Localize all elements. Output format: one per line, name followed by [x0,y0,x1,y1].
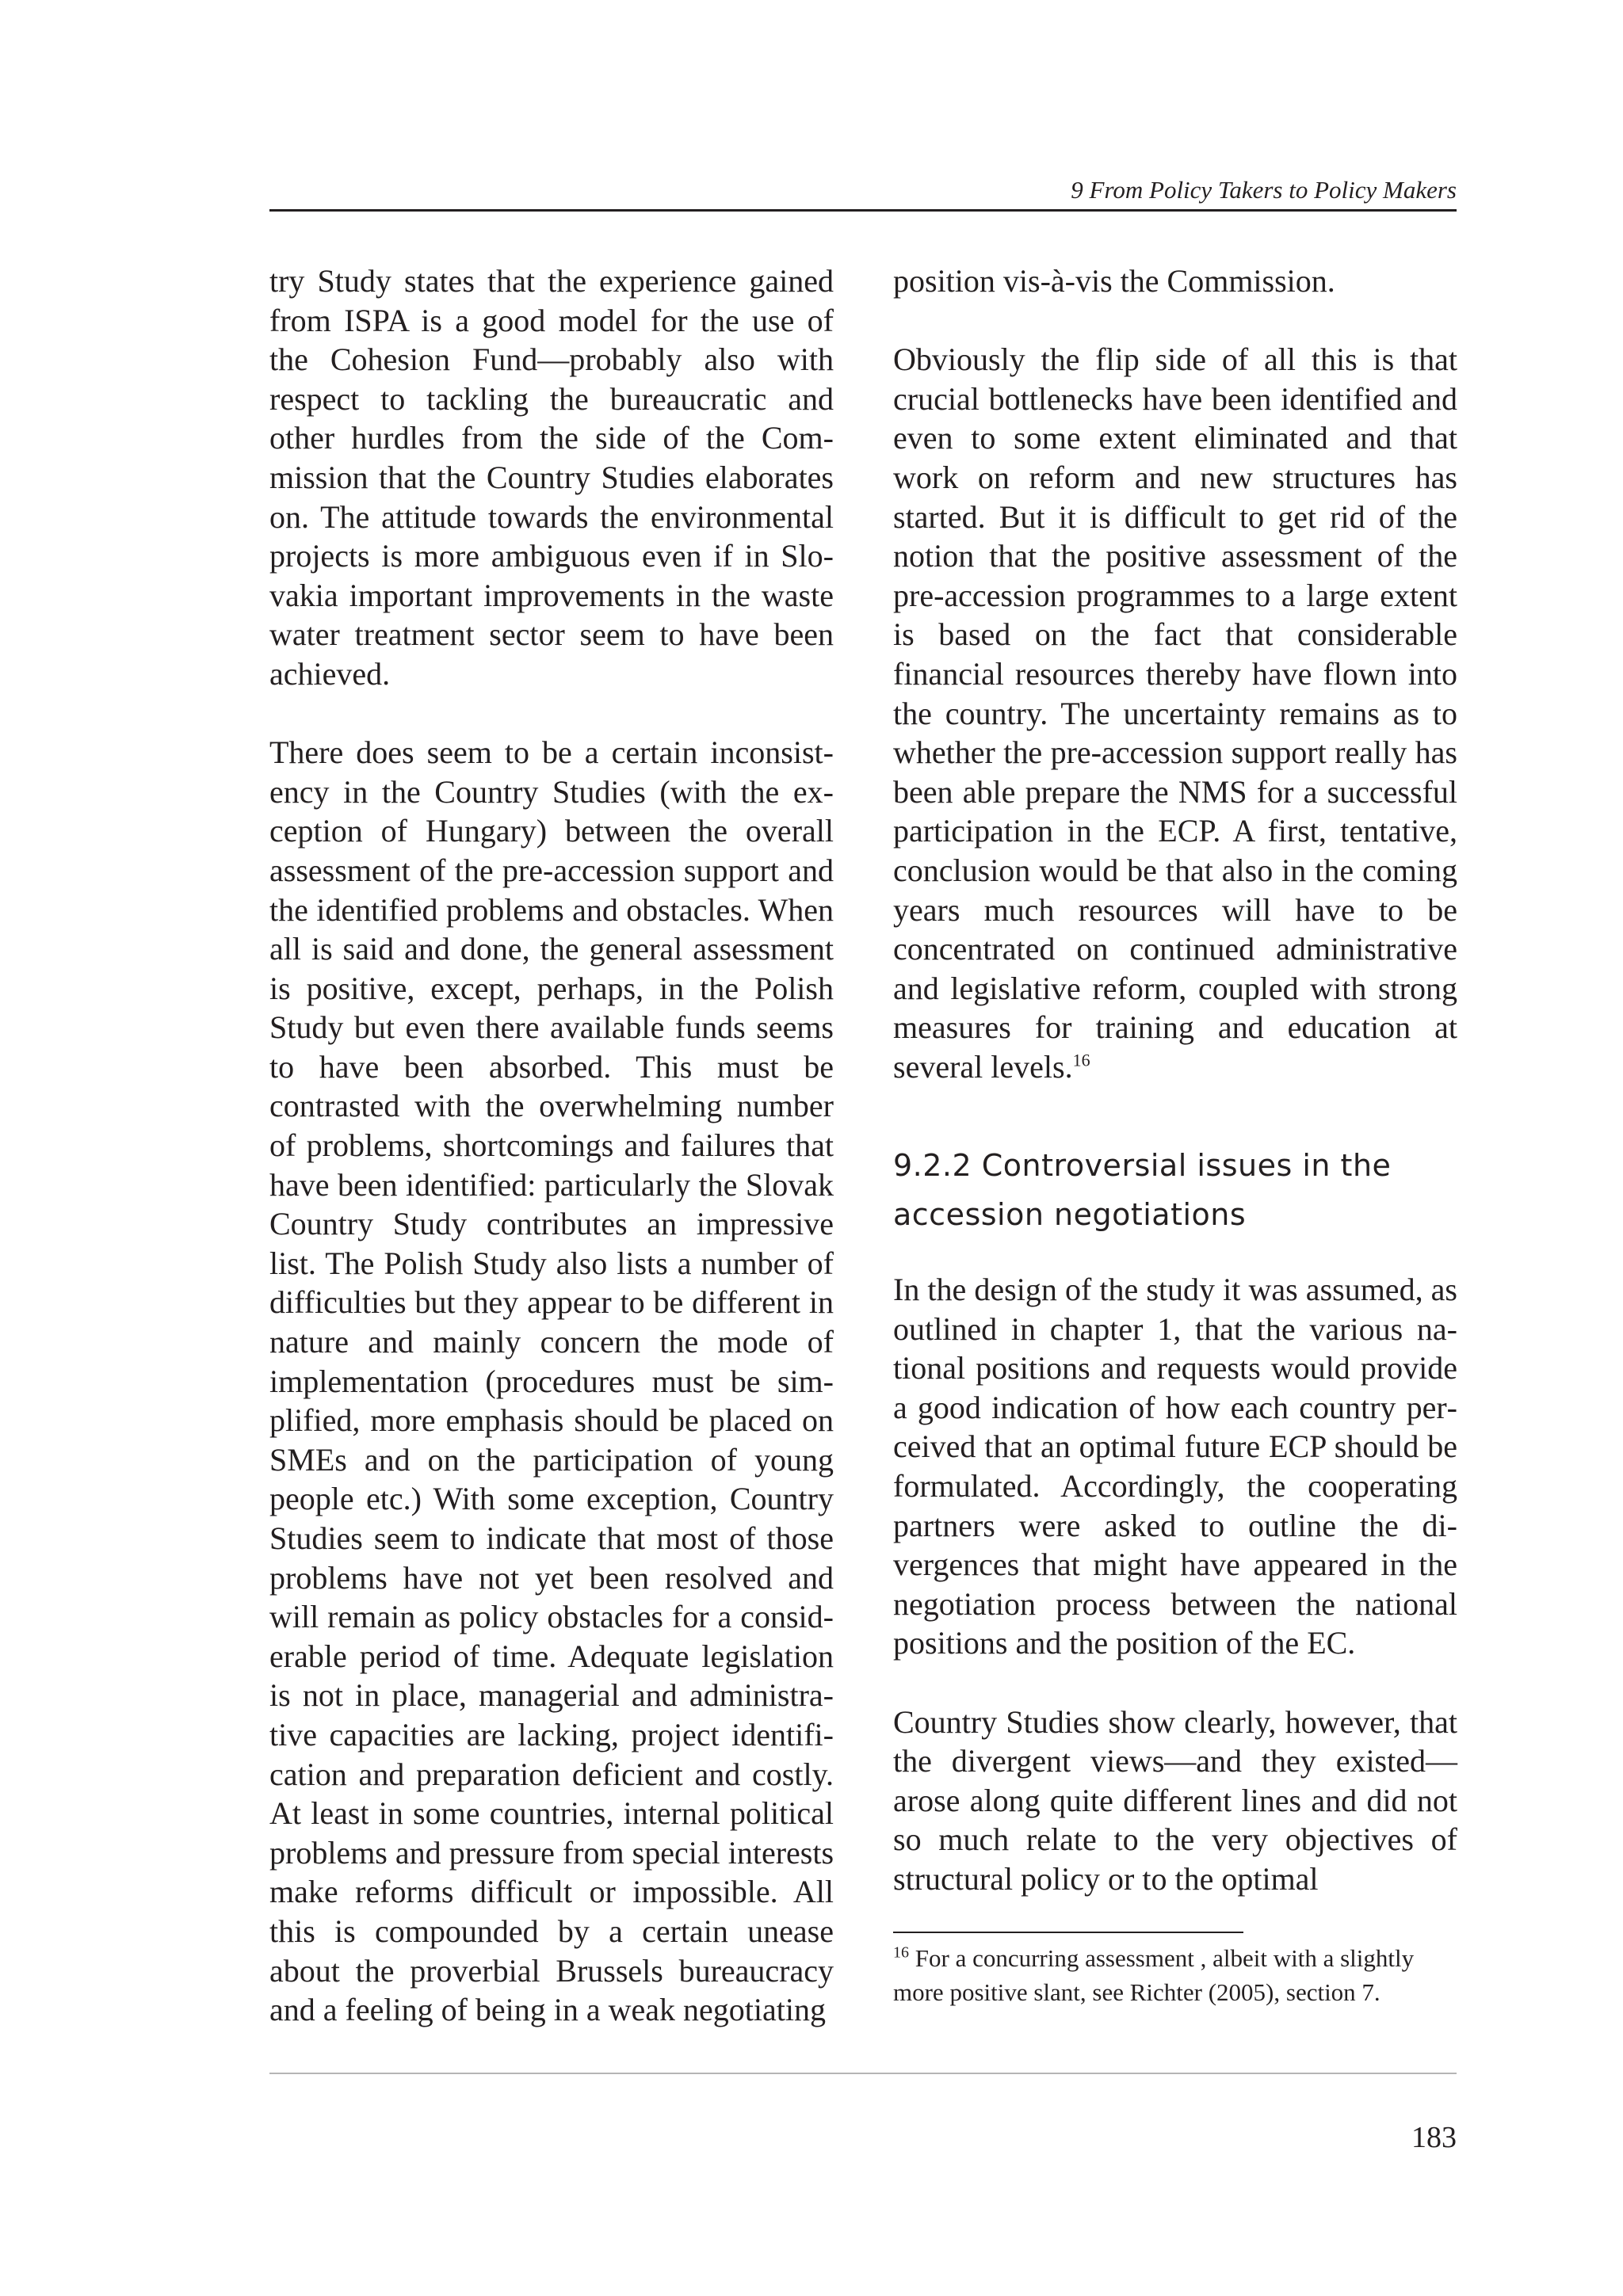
left-column [269,261,834,2030]
page-number: 183 [1411,2121,1457,2154]
header-rule [269,209,1457,212]
right-paragraph-2 [893,340,1457,1086]
footnote-text: For a concurring assessment , albeit with a slightly more positive slant, see Richter (2005), section 7. [893,1944,1415,2006]
right-paragraph-3: In the design of the study it was assumed, as outlined in chapter 1, that the various national positions and requests would provide a good indication of how each country perceived that an optimal future ECP should be formulated. Accordingly, the cooperating partners were asked to outline the divergences that might have appeared in the negotiation process between the national positions and the position of the EC. [893,1272,1457,1661]
section-heading-line-2: accession negotiations [893,1197,1247,1232]
footnote-rule [893,1932,1243,1933]
footnote-reference: 16 [1072,1050,1090,1070]
right-column-upper [893,261,1457,1086]
right-paragraph-2-text: Obviously the flip side of all this is that crucial bottlenecks have been identified and even to some extent eliminated and that work on reform and new structures has started. But it is difficult to get rid of the notion that the positive assessment of the pre-accession programmes to a large extent is based on the fact that considerable financial resources thereby have flown into the country. The uncertainty remains as to whether the pre-accession support really has been able prepare the NMS for a successful participation in the ECP. A first, tentative, conclusion would be that also in the coming years much resources will have to be concentrated on continued administrative and legislative reform, coupled with strong measures for training and education at several levels. [893,341,1457,1085]
footnote [893,1941,1457,2009]
left-paragraph-2: There does seem to be a certain inconsistency in the Country Studies (with the exception of Hungary) between the overall assessment of the pre-accession support and the identified problems and obstacles. When all is said and done, the general assessment is positive, except, perhaps, in the Polish Study but even there available funds seems to have been absorbed. This must be contrasted with the overwhelming number of problems, shortcomings and failures that have been identified: particularly the Slovak Country Study contributes an impressive list. The Polish Study also lists a number of difficulties but they appear to be different in nature and mainly concern the mode of implementation (procedures must be simplified, more emphasis should be placed on SMEs and on the participation of young people etc.) With some exception, Country Studies seem to indicate that most of those problems have not yet been resolved and will remain as policy obstacles for a considerable period of time. Adequate legislation is not in place, managerial and administrative capacities are lacking, project identification and preparation deficient and costly. At least in some countries, internal political problems and pressure from special interests make reforms difficult or impossible. All this is compounded by a certain unease about the proverbial Brussels bureaucracy and a feeling of being in a weak negotiating [269,734,834,2028]
section-heading [893,1141,1457,1239]
section-heading-line-1: 9.2.2 Controversial issues in the [893,1148,1392,1183]
footnote-number: 16 [893,1943,909,1962]
right-paragraph-4: Country Studies show clearly, however, that the divergent views—and they existed—arose along quite different lines and did not so much relate to the very objectives of structural policy or to the optimal [893,1703,1457,1897]
right-paragraph-1: position vis-à-vis the Commission. [893,263,1335,299]
running-head: 9 From Policy Takers to Policy Makers [1071,176,1457,204]
right-column-lower [893,1270,1457,1938]
footer-rule [269,2073,1457,2074]
left-paragraph-1: try Study states that the experience gained from ISPA is a good model for the use of the Cohesion Fund—probably also with respect to tackling the bureaucratic and other hurdles from the side of the Commission that the Country Studies elaborates on. The attitude towards the environmental projects is more ambiguous even if in Slovakia important improvements in the waste water treatment sector seem to have been achieved. [269,263,834,692]
